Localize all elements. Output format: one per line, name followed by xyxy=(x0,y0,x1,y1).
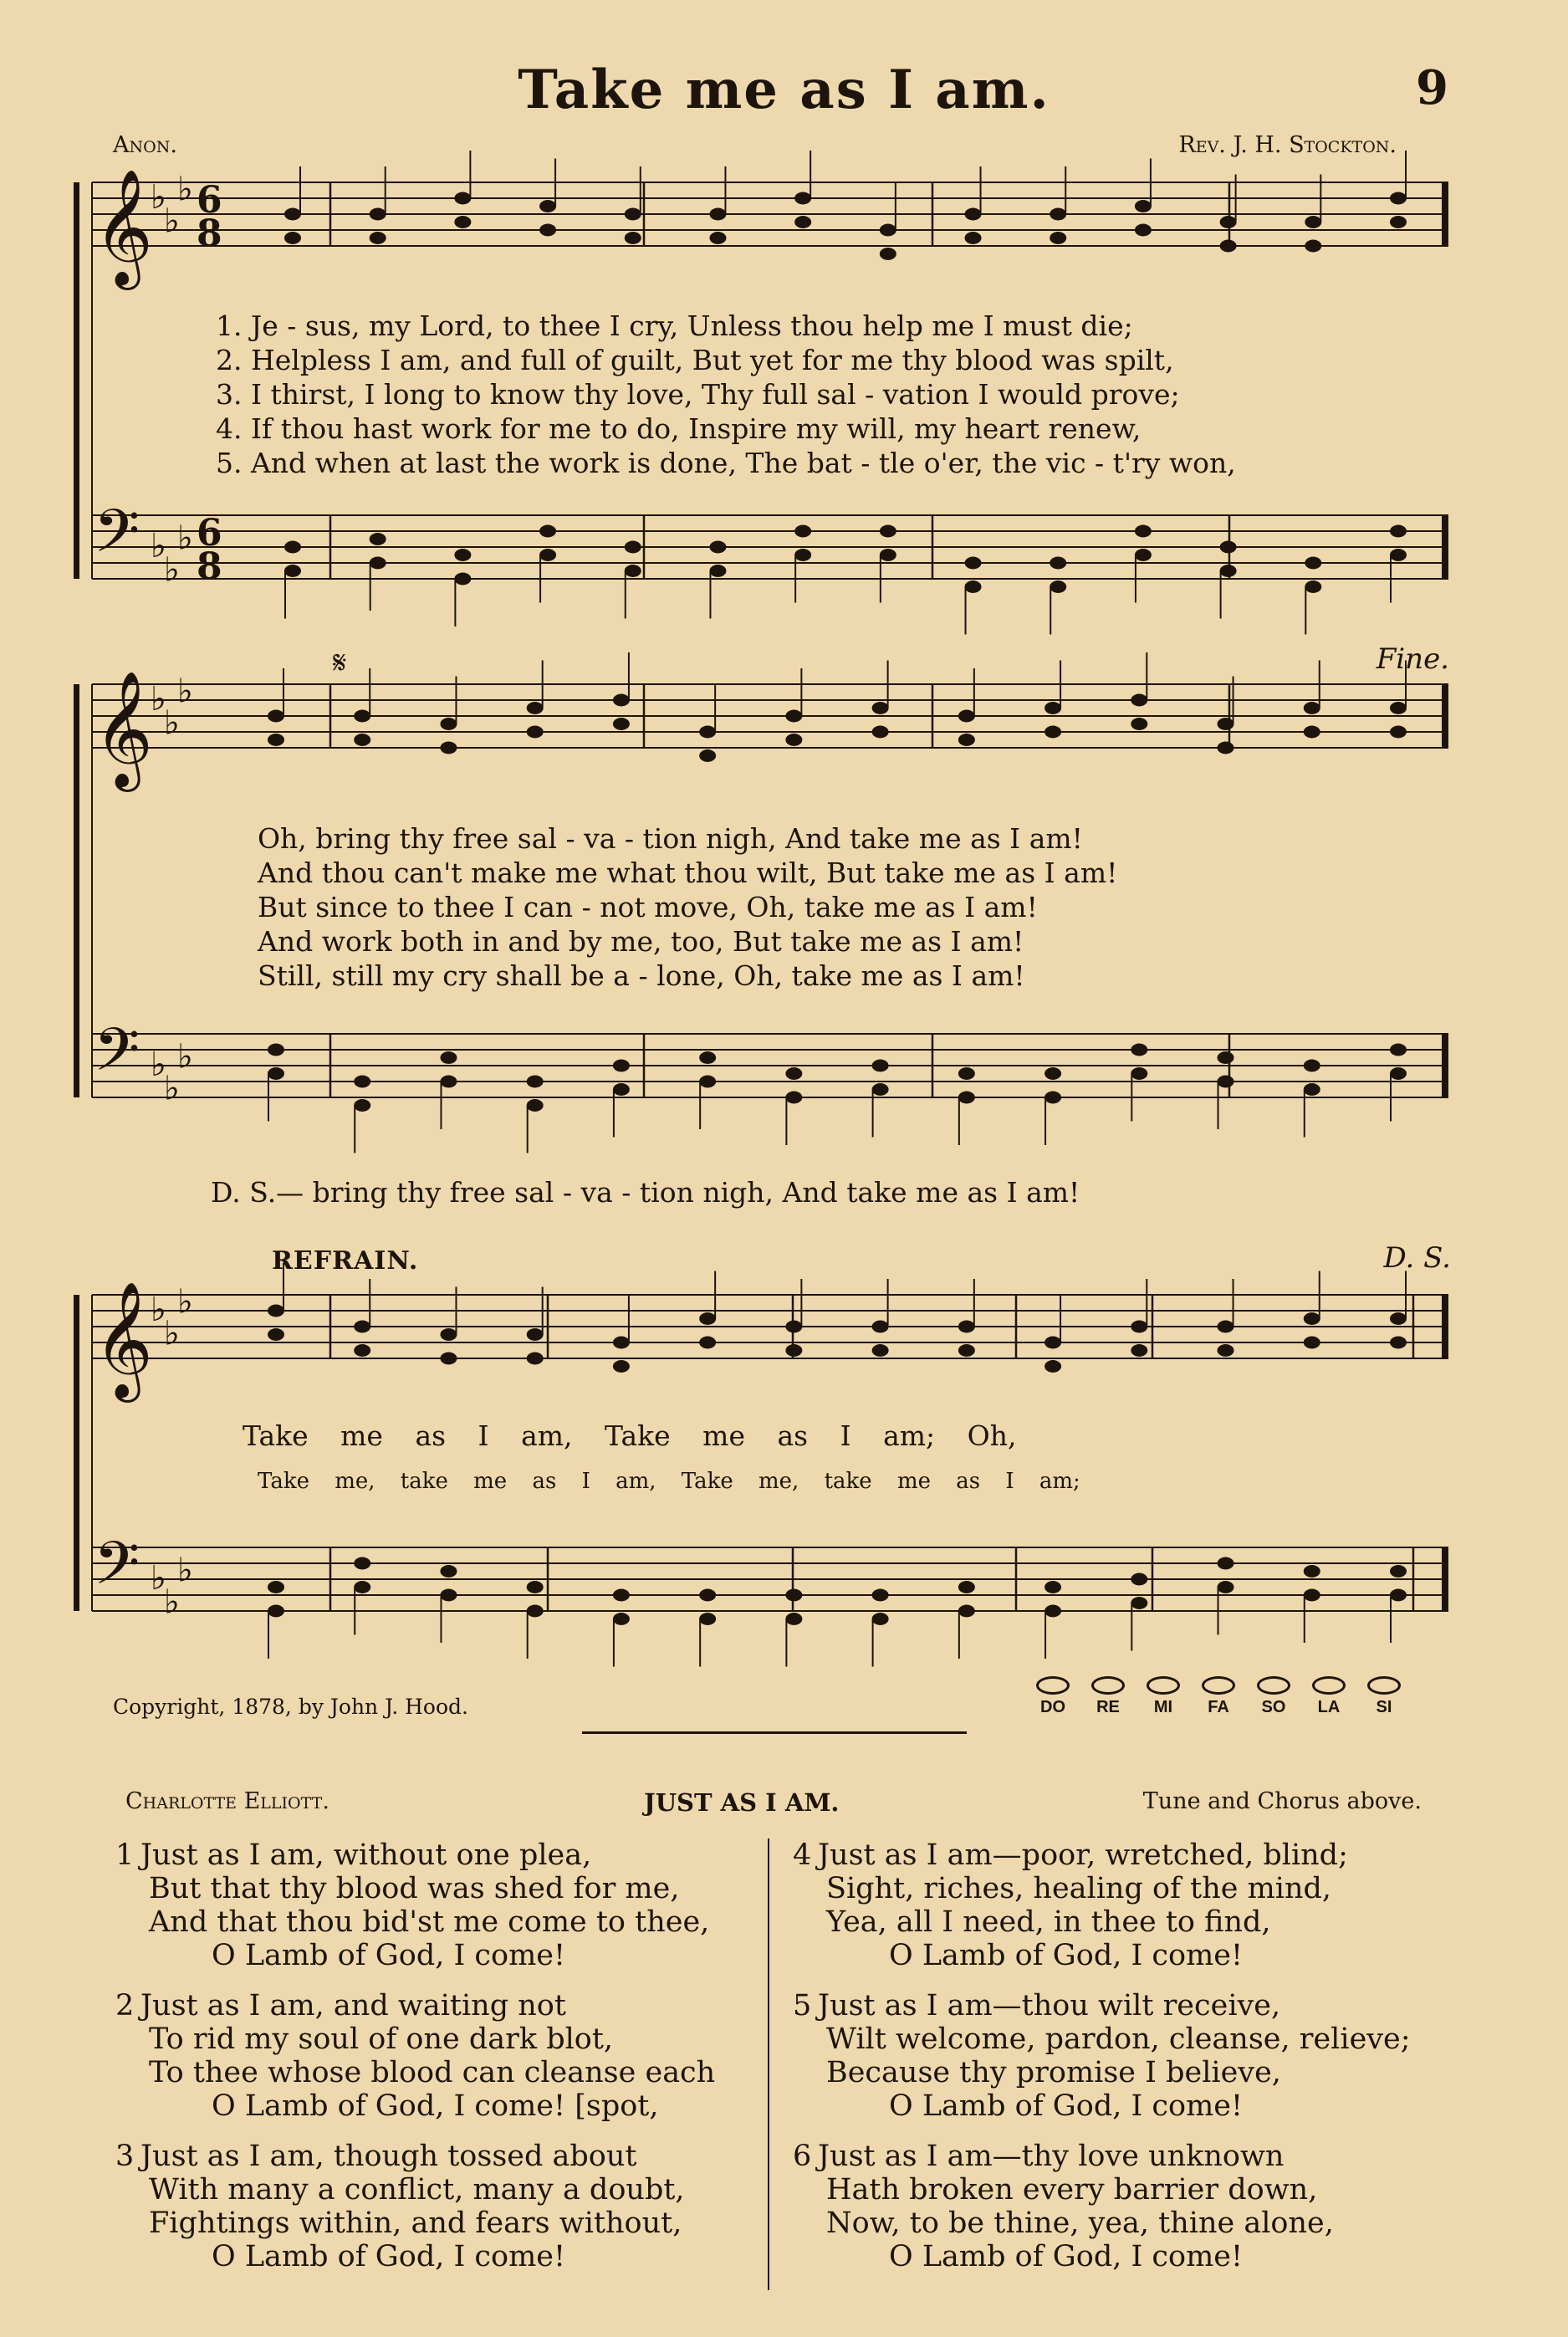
copyright: Copyright, 1878, by John J. Hood. xyxy=(113,1695,468,1719)
note-head xyxy=(794,549,811,561)
treble-clef: 𝄞 xyxy=(94,671,153,787)
hymn2-title: JUST AS I AM. xyxy=(644,1788,840,1817)
note-head xyxy=(625,565,641,577)
stanza-6: 6 Just as I am—thy love unknown Hath broken every barrier down, Now, to be thine, yea, thine alone, O Lamb of God, I come! xyxy=(793,2140,1334,2273)
note-head xyxy=(1390,1312,1407,1325)
solfege-mi: MI xyxy=(1139,1676,1187,1717)
time-signature-bottom: 8 xyxy=(197,212,222,255)
verse-line: 3. I thirst, I long to know thy love, Thy full sal - vation I would prove; xyxy=(216,378,1180,411)
note-head xyxy=(1390,192,1407,205)
key-flat: ♭ xyxy=(164,1583,180,1622)
note-head xyxy=(699,1312,716,1325)
note-head xyxy=(1390,726,1407,739)
note-head xyxy=(1050,557,1066,570)
note-head xyxy=(958,1321,975,1333)
solfege-do: DO xyxy=(1029,1676,1077,1717)
verse-line: And work both in and by me, too, But take me as I am! xyxy=(258,925,1024,958)
note-head xyxy=(613,1613,630,1625)
note-head xyxy=(872,1589,889,1602)
note-head xyxy=(454,573,471,586)
note-head xyxy=(965,208,982,221)
note-head xyxy=(527,1605,544,1618)
stanza-2: 2 Just as I am, and waiting not To rid my soul of one dark blot, To thee whose blood can cleanse each O Lamb of God, I come! [spot, xyxy=(115,1989,716,2123)
note-head xyxy=(1131,1573,1147,1586)
note-head xyxy=(613,694,630,707)
key-flat: ♭ xyxy=(151,527,166,565)
note-head xyxy=(785,1067,802,1080)
note-head xyxy=(1220,565,1237,577)
note-head xyxy=(1304,1312,1320,1325)
verse-block-1 xyxy=(216,309,1236,481)
note-head xyxy=(613,1589,630,1602)
note-head xyxy=(1044,1337,1061,1349)
note-head xyxy=(1304,702,1320,714)
verse-line: And thou can't make me what thou wilt, But take me as I am! xyxy=(258,857,1118,889)
note-head xyxy=(1220,541,1237,554)
note-head xyxy=(625,232,641,244)
treble-clef: 𝄞 xyxy=(94,169,153,285)
note-head xyxy=(613,1337,630,1349)
stanza-5: 5 Just as I am—thou wilt receive, Wilt welcome, pardon, cleanse, relieve; Because thy promise I believe, O Lamb of God, I come! xyxy=(793,1989,1411,2123)
final-bar xyxy=(1442,1034,1448,1097)
key-flat: ♭ xyxy=(151,178,166,217)
note-head xyxy=(872,1321,889,1333)
note-head xyxy=(785,1344,802,1357)
note-head xyxy=(1044,1067,1061,1080)
key-flat: ♭ xyxy=(177,519,193,558)
note-head xyxy=(1305,216,1321,228)
note-head xyxy=(613,718,630,730)
note-head xyxy=(958,1067,975,1080)
note-head xyxy=(699,1337,716,1349)
note-head xyxy=(454,192,471,205)
note-head xyxy=(268,710,284,723)
note-head xyxy=(794,216,811,228)
note-head xyxy=(527,1076,544,1088)
note-head xyxy=(709,208,726,221)
note-head xyxy=(1304,1565,1320,1578)
note-head xyxy=(709,232,726,244)
note-head xyxy=(613,1360,630,1373)
verse-line: Still, still my cry shall be a - lone, Oh, take me as I am! xyxy=(258,959,1025,992)
treble-clef: 𝄞 xyxy=(94,1281,153,1398)
note-head xyxy=(539,200,556,212)
note-head xyxy=(440,1565,457,1578)
note-head xyxy=(440,1051,457,1064)
note-head xyxy=(1304,1589,1320,1602)
note-head xyxy=(1390,1067,1407,1080)
note-head xyxy=(284,232,301,244)
note-head xyxy=(1218,1557,1234,1570)
note-head xyxy=(880,525,896,538)
note-head xyxy=(440,1076,457,1088)
music-credit: Rev. J. H. Stockton. xyxy=(1178,132,1397,158)
note-head xyxy=(268,1305,284,1317)
note-head xyxy=(699,1589,716,1602)
note-head xyxy=(1050,208,1066,221)
note-head xyxy=(613,1060,630,1072)
note-head xyxy=(785,1321,802,1333)
note-head xyxy=(699,1076,716,1088)
time-signature-bottom: 8 xyxy=(197,545,222,588)
key-flat: ♭ xyxy=(177,170,193,209)
note-head xyxy=(440,1353,457,1365)
note-head xyxy=(699,726,716,739)
note-head xyxy=(1304,726,1320,739)
note-head xyxy=(1044,1605,1061,1618)
note-head xyxy=(268,1328,284,1341)
note-head xyxy=(958,1092,975,1104)
stanza-1: 1 Just as I am, without one plea, But that thy blood was shed for me, And that thou bid'st me come to thee, O Lamb of God, I come! xyxy=(115,1838,710,1972)
note-head xyxy=(539,224,556,237)
final-bar xyxy=(1442,1547,1448,1611)
note-head xyxy=(454,549,471,561)
note-head xyxy=(709,565,726,577)
note-head xyxy=(1390,1565,1407,1578)
verse-line: 5. And when at last the work is done, The bat - tle o'er, the vic - t'ry won, xyxy=(216,447,1236,479)
note-head xyxy=(354,1557,370,1570)
note-head xyxy=(699,1051,716,1064)
bass-clef: 𝄢 xyxy=(94,1015,140,1099)
note-head xyxy=(1044,1581,1061,1593)
hymn2-tune-note: Tune and Chorus above. xyxy=(1142,1788,1422,1814)
note-head xyxy=(1390,1589,1407,1602)
note-head xyxy=(1390,549,1407,561)
key-flat: ♭ xyxy=(151,1046,166,1084)
time-signature-top: 6 xyxy=(197,512,222,555)
note-head xyxy=(527,1099,544,1112)
note-head xyxy=(958,1605,975,1618)
note-head xyxy=(880,549,896,561)
page-title: Take me as I am. xyxy=(518,59,1050,121)
note-head xyxy=(354,1099,370,1112)
note-head xyxy=(527,726,544,739)
note-head xyxy=(370,232,386,244)
note-head xyxy=(1218,742,1234,754)
solfege-so: SO xyxy=(1249,1676,1298,1717)
note-head xyxy=(1131,694,1147,707)
note-head xyxy=(872,702,889,714)
hymn2-author: Charlotte Elliott. xyxy=(125,1788,329,1814)
note-head xyxy=(965,580,982,593)
note-head xyxy=(370,208,386,221)
note-head xyxy=(1131,1597,1147,1609)
final-bar xyxy=(1442,182,1448,246)
note-head xyxy=(1305,557,1321,570)
note-head xyxy=(1044,1360,1061,1373)
note-head xyxy=(539,525,556,538)
note-head xyxy=(880,248,896,260)
note-head xyxy=(440,1589,457,1602)
key-flat: ♭ xyxy=(177,672,193,711)
refrain-lyric-small: Take me, take me as I am, Take me, take me as I am; xyxy=(258,1469,1080,1494)
key-flat: ♭ xyxy=(177,1037,193,1076)
note-head xyxy=(880,224,896,237)
note-head xyxy=(539,549,556,561)
note-head xyxy=(527,702,544,714)
note-head xyxy=(1131,1321,1147,1333)
note-head xyxy=(1390,216,1407,228)
key-flat: ♭ xyxy=(151,1291,166,1329)
note-head xyxy=(965,232,982,244)
system-brace xyxy=(74,684,79,1097)
divider xyxy=(582,1731,967,1734)
note-head xyxy=(1218,1076,1234,1088)
note-head xyxy=(1390,525,1407,538)
note-head xyxy=(1135,525,1152,538)
verse-line: 1. Je - sus, my Lord, to thee I cry, Unless thou help me I must die; xyxy=(216,309,1133,342)
note-head xyxy=(1390,1044,1407,1056)
note-head xyxy=(1305,240,1321,253)
note-head xyxy=(625,208,641,221)
note-head xyxy=(1044,702,1061,714)
note-head xyxy=(268,734,284,746)
segno-sign: 𝄋 xyxy=(333,644,347,681)
note-head xyxy=(709,541,726,554)
bass-clef: 𝄢 xyxy=(94,1529,140,1613)
note-head xyxy=(440,718,457,730)
note-head xyxy=(1044,1092,1061,1104)
note-head xyxy=(1304,1083,1320,1096)
key-flat: ♭ xyxy=(164,1069,180,1108)
note-head xyxy=(1131,718,1147,730)
column-divider xyxy=(768,1838,769,2290)
note-head xyxy=(625,541,641,554)
note-head xyxy=(1135,549,1152,561)
key-flat: ♭ xyxy=(177,1551,193,1590)
note-head xyxy=(1390,702,1407,714)
note-head xyxy=(440,1328,457,1341)
note-head xyxy=(699,749,716,762)
note-head xyxy=(965,557,982,570)
note-head xyxy=(1131,1067,1147,1080)
note-head xyxy=(1218,718,1234,730)
refrain-lyric: Take me as I am, Take me as I am; Oh, xyxy=(243,1419,1017,1452)
note-head xyxy=(527,1353,544,1365)
page-number: 9 xyxy=(1416,60,1448,115)
note-head xyxy=(454,216,471,228)
note-head xyxy=(1218,1344,1234,1357)
note-head xyxy=(1220,240,1237,253)
note-head xyxy=(785,1613,802,1625)
key-flat: ♭ xyxy=(164,202,180,241)
note-head xyxy=(527,1328,544,1341)
note-head xyxy=(1131,1344,1147,1357)
note-head xyxy=(268,1581,284,1593)
note-head xyxy=(958,1344,975,1357)
note-head xyxy=(1304,1337,1320,1349)
note-head xyxy=(1218,1051,1234,1064)
solfege-fa: FA xyxy=(1194,1676,1243,1717)
note-head xyxy=(958,734,975,746)
final-bar xyxy=(1442,684,1448,748)
stanza-4: 4 Just as I am—poor, wretched, blind; Sight, riches, healing of the mind, Yea, all I need, in thee to find, O Lamb of God, I come! xyxy=(793,1838,1348,1972)
note-head xyxy=(370,533,386,545)
note-head xyxy=(613,1083,630,1096)
note-head xyxy=(785,734,802,746)
note-head xyxy=(1050,580,1066,593)
note-head xyxy=(1390,1337,1407,1349)
note-head xyxy=(440,742,457,754)
verse-line: 2. Helpless I am, and full of guilt, But yet for me thy blood was spilt, xyxy=(216,344,1174,376)
note-head xyxy=(1218,1321,1234,1333)
note-head xyxy=(354,734,370,746)
ds-marker: D. S. xyxy=(1383,1241,1451,1275)
verse-line: But since to thee I can - not move, Oh, take me as I am! xyxy=(258,891,1038,923)
verse-block-2 xyxy=(258,822,1117,994)
note-head xyxy=(354,1076,370,1088)
note-head xyxy=(1220,216,1237,228)
verse-line: Oh, bring thy free sal - va - tion nigh, And take me as I am! xyxy=(258,822,1083,855)
key-flat: ♭ xyxy=(177,1282,193,1322)
solfege-si: SI xyxy=(1360,1676,1408,1717)
key-flat: ♭ xyxy=(151,680,166,718)
stanza-3: 3 Just as I am, though tossed about With many a conflict, many a doubt, Fightings within, and fears without, O Lamb of God, I come! xyxy=(115,2140,685,2273)
note-head xyxy=(1218,1581,1234,1593)
note-head xyxy=(958,1581,975,1593)
note-head xyxy=(284,208,301,221)
note-head xyxy=(958,710,975,723)
note-head xyxy=(1044,726,1061,739)
final-bar xyxy=(1442,515,1448,579)
key-flat: ♭ xyxy=(164,1314,180,1353)
fine-marker: Fine. xyxy=(1376,642,1449,676)
note-head xyxy=(785,1589,802,1602)
note-head xyxy=(527,1581,544,1593)
key-flat: ♭ xyxy=(164,550,180,590)
time-signature-top: 6 xyxy=(197,179,222,222)
bass-clef: 𝄢 xyxy=(94,497,140,580)
solfege-re: RE xyxy=(1084,1676,1132,1717)
note-head xyxy=(794,192,811,205)
note-head xyxy=(1135,224,1152,237)
note-head xyxy=(284,565,301,577)
note-head xyxy=(1135,200,1152,212)
words-credit: Anon. xyxy=(113,132,177,158)
note-head xyxy=(699,1613,716,1625)
note-head xyxy=(268,1044,284,1056)
note-head xyxy=(354,1321,370,1333)
note-head xyxy=(872,1344,889,1357)
note-head xyxy=(1304,1060,1320,1072)
refrain-label: REFRAIN. xyxy=(272,1246,419,1276)
note-head xyxy=(1050,232,1066,244)
system-brace xyxy=(74,182,79,579)
note-head xyxy=(354,1344,370,1357)
ds-line: D. S.— bring thy free sal - va - tion nigh, And take me as I am! xyxy=(211,1176,1080,1209)
note-head xyxy=(872,1613,889,1625)
note-head xyxy=(284,541,301,554)
note-head xyxy=(794,525,811,538)
note-head xyxy=(785,1092,802,1104)
system-brace xyxy=(74,1295,79,1611)
note-head xyxy=(268,1067,284,1080)
note-head xyxy=(354,710,370,723)
solfege-la: LA xyxy=(1305,1676,1353,1717)
note-head xyxy=(872,726,889,739)
verse-line: 4. If thou hast work for me to do, Inspire my will, my heart renew, xyxy=(216,412,1142,445)
note-head xyxy=(785,710,802,723)
note-head xyxy=(370,557,386,570)
final-bar xyxy=(1442,1295,1448,1358)
note-head xyxy=(354,1581,370,1593)
note-head xyxy=(268,1605,284,1618)
note-head xyxy=(872,1060,889,1072)
note-head xyxy=(872,1083,889,1096)
key-flat: ♭ xyxy=(151,1559,166,1598)
note-head xyxy=(1131,1044,1147,1056)
note-head xyxy=(1305,580,1321,593)
key-flat: ♭ xyxy=(164,703,180,743)
